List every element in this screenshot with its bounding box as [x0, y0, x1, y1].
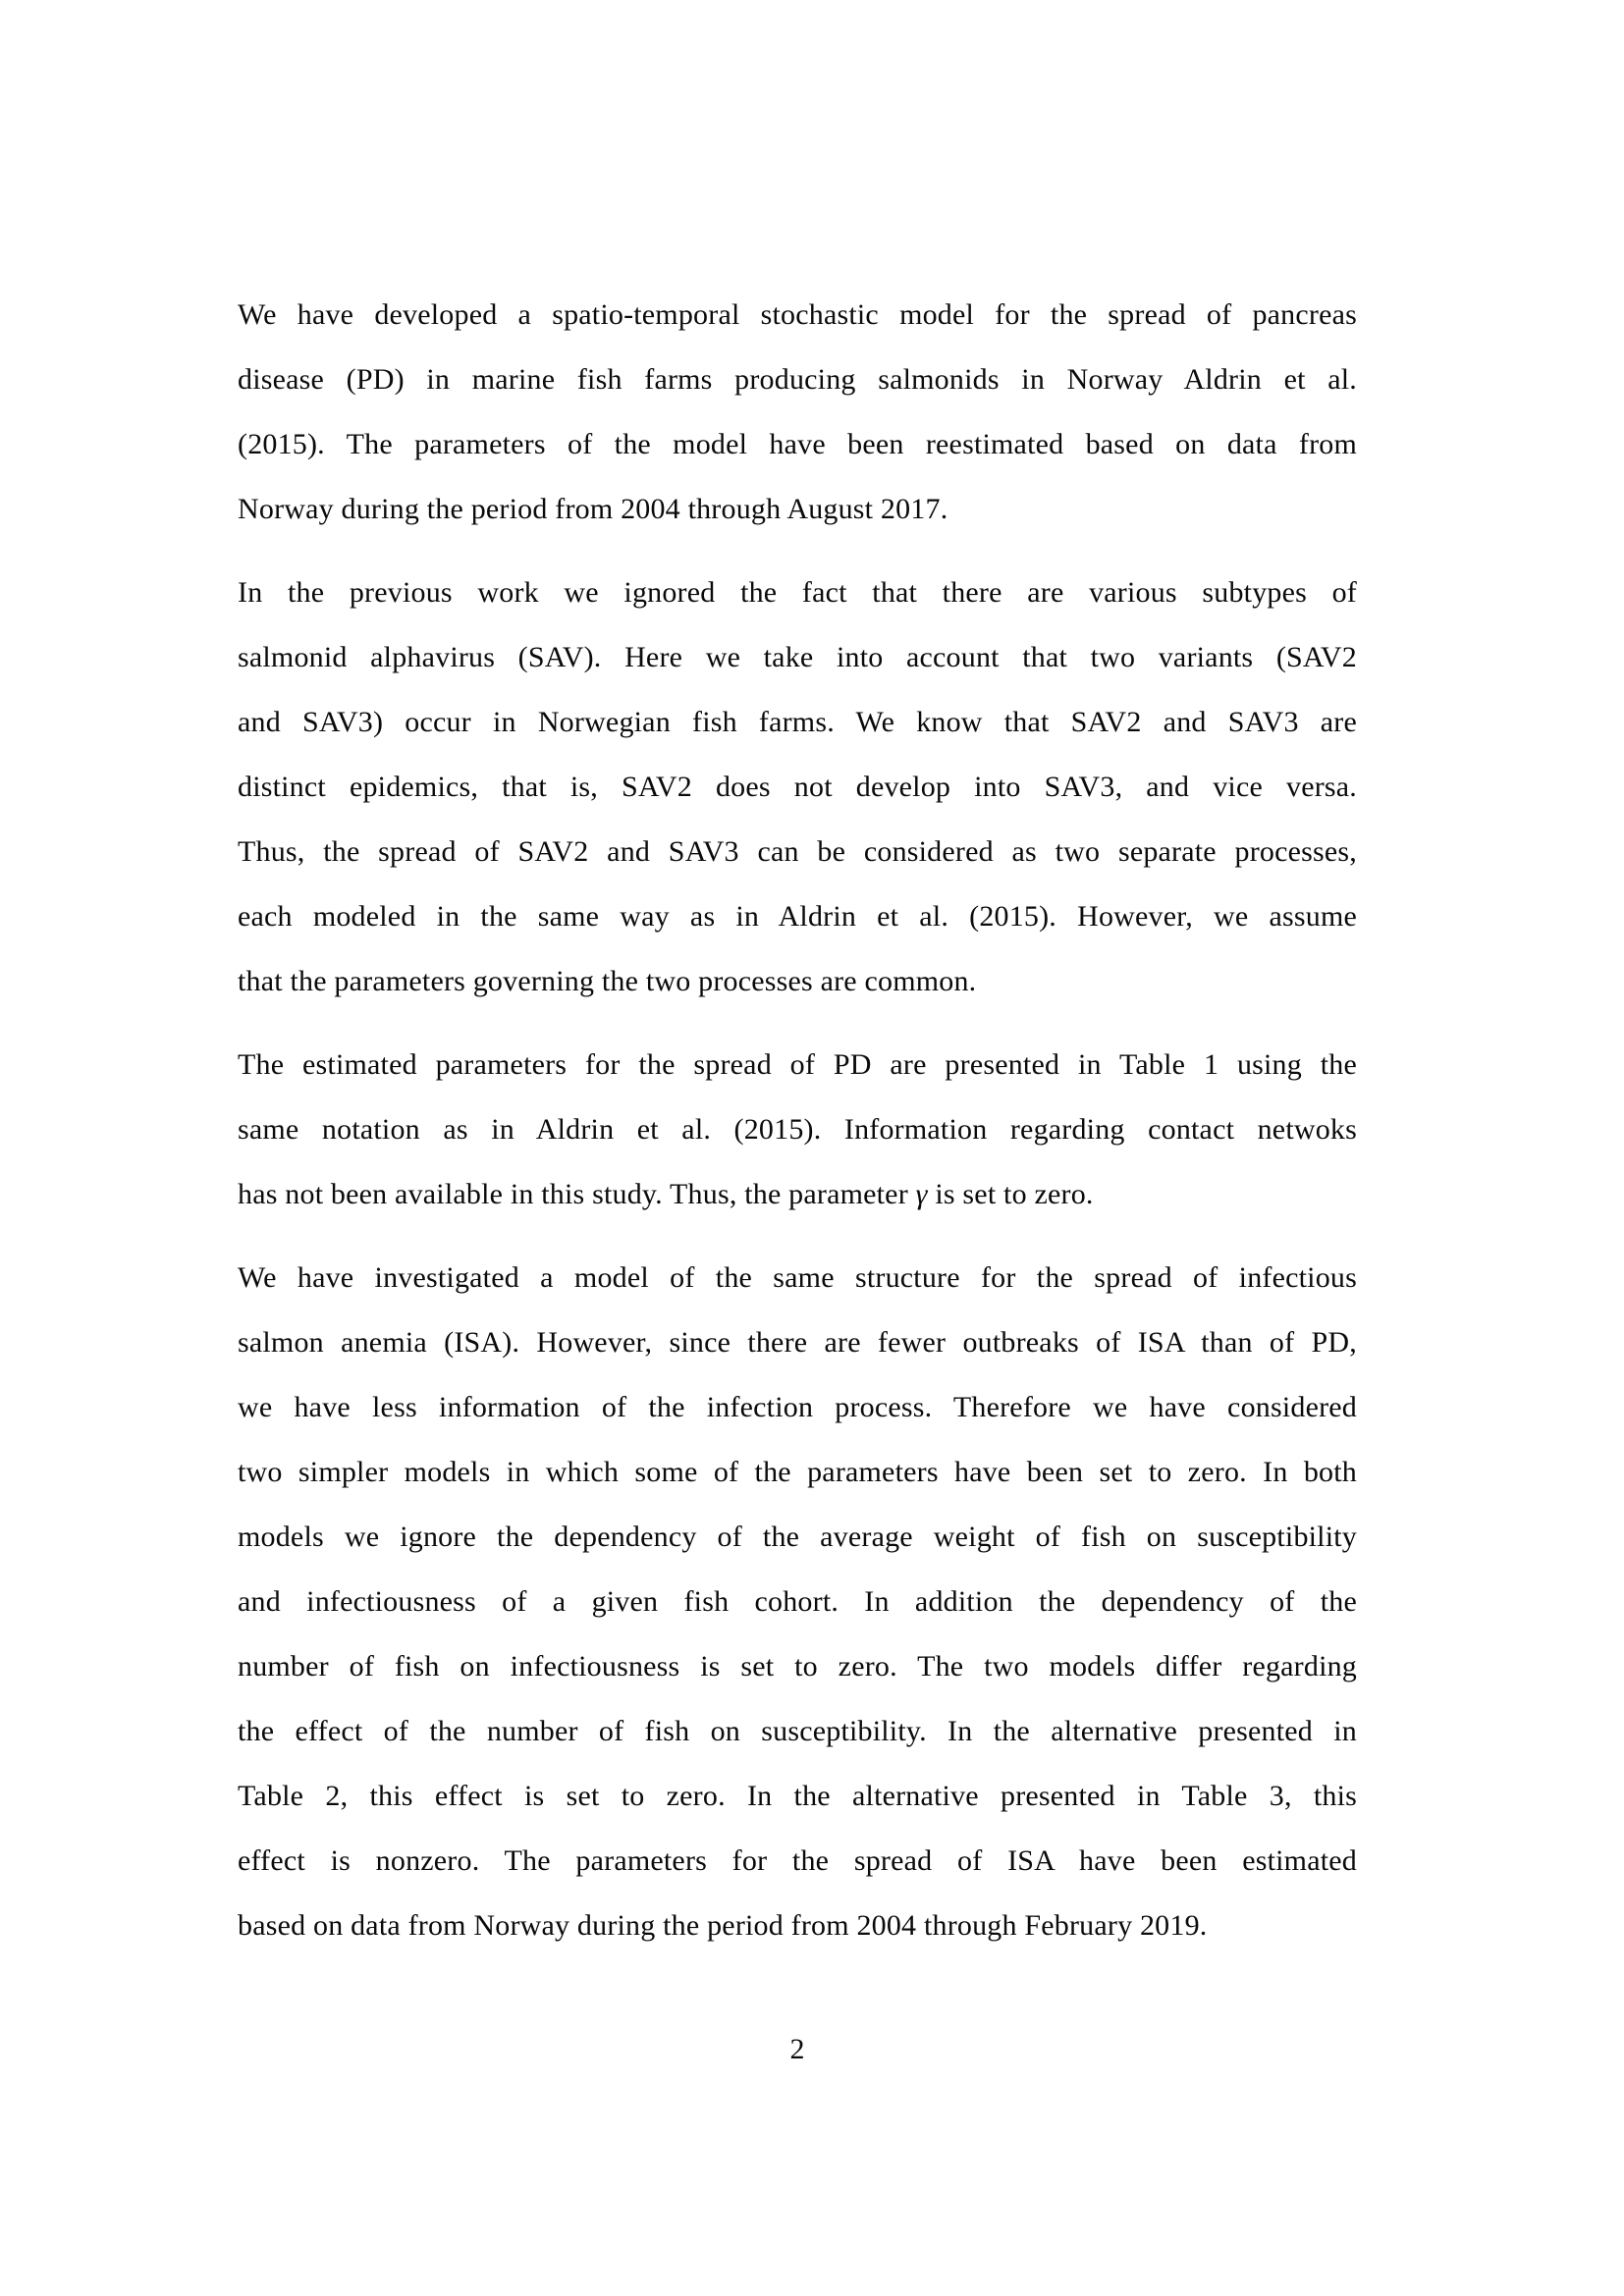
text-line: and SAV3) occur in Norwegian fish farms. We know that SAV2 and SAV3 are: [238, 706, 1357, 738]
text-line: we have less information of the infection process. Therefore we have considered: [238, 1391, 1357, 1423]
text-line: salmon anemia (ISA). However, since there are fewer outbreaks of ISA than of PD,: [238, 1326, 1357, 1359]
text-line: disease (PD) in marine fish farms producing salmonids in Norway Aldrin et al.: [238, 363, 1357, 396]
text-line: In the previous work we ignored the fact that there are various subtypes of: [238, 576, 1357, 609]
body-text: [238, 283, 1357, 1977]
text-line: and infectiousness of a given fish cohort. In addition the dependency of the: [238, 1585, 1357, 1618]
text-line: same notation as in Aldrin et al. (2015). Information regarding contact netwoks: [238, 1113, 1357, 1146]
text-line: Thus, the spread of SAV2 and SAV3 can be considered as two separate processes,: [238, 835, 1357, 868]
text-line: Table 2, this effect is set to zero. In the alternative presented in Table 3, this: [238, 1780, 1357, 1812]
text-line: Norway during the period from 2004 through August 2017.: [238, 493, 948, 525]
text-line: effect is nonzero. The parameters for the spread of ISA have been estimated: [238, 1844, 1357, 1877]
text-line: number of fish on infectiousness is set to zero. The two models differ regarding: [238, 1650, 1357, 1682]
text-line: The estimated parameters for the spread of PD are presented in Table 1 using the: [238, 1048, 1357, 1081]
paragraph: [238, 561, 1357, 1014]
text-line: (2015). The parameters of the model have been reestimated based on data from: [238, 428, 1357, 460]
text-line: salmonid alphavirus (SAV). Here we take into account that two variants (SAV2: [238, 641, 1357, 673]
paragraph: [238, 283, 1357, 542]
text-line: that the parameters governing the two processes are common.: [238, 965, 977, 997]
text-line: each modeled in the same way as in Aldrin et al. (2015). However, we assume: [238, 900, 1357, 933]
paragraph: [238, 1033, 1357, 1227]
text-line: based on data from Norway during the period from 2004 through February 2019.: [238, 1909, 1208, 1942]
paragraph: [238, 1246, 1357, 1958]
text-line: distinct epidemics, that is, SAV2 does not develop into SAV3, and vice versa.: [238, 771, 1357, 803]
text-line: models we ignore the dependency of the average weight of fish on susceptibility: [238, 1521, 1357, 1553]
text-line: two simpler models in which some of the parameters have been set to zero. In both: [238, 1456, 1357, 1488]
gamma-symbol: γ: [915, 1178, 928, 1210]
text-line: the effect of the number of fish on susceptibility. In the alternative presented in: [238, 1715, 1357, 1747]
text-line: We have developed a spatio-temporal stochastic model for the spread of pancreas: [238, 298, 1357, 331]
text-line: We have investigated a model of the same structure for the spread of infectious: [238, 1261, 1357, 1294]
page-number: 2: [789, 2033, 805, 2065]
text-line: has not been available in this study. Thus, the parameter γ is set to zero.: [238, 1178, 1094, 1210]
